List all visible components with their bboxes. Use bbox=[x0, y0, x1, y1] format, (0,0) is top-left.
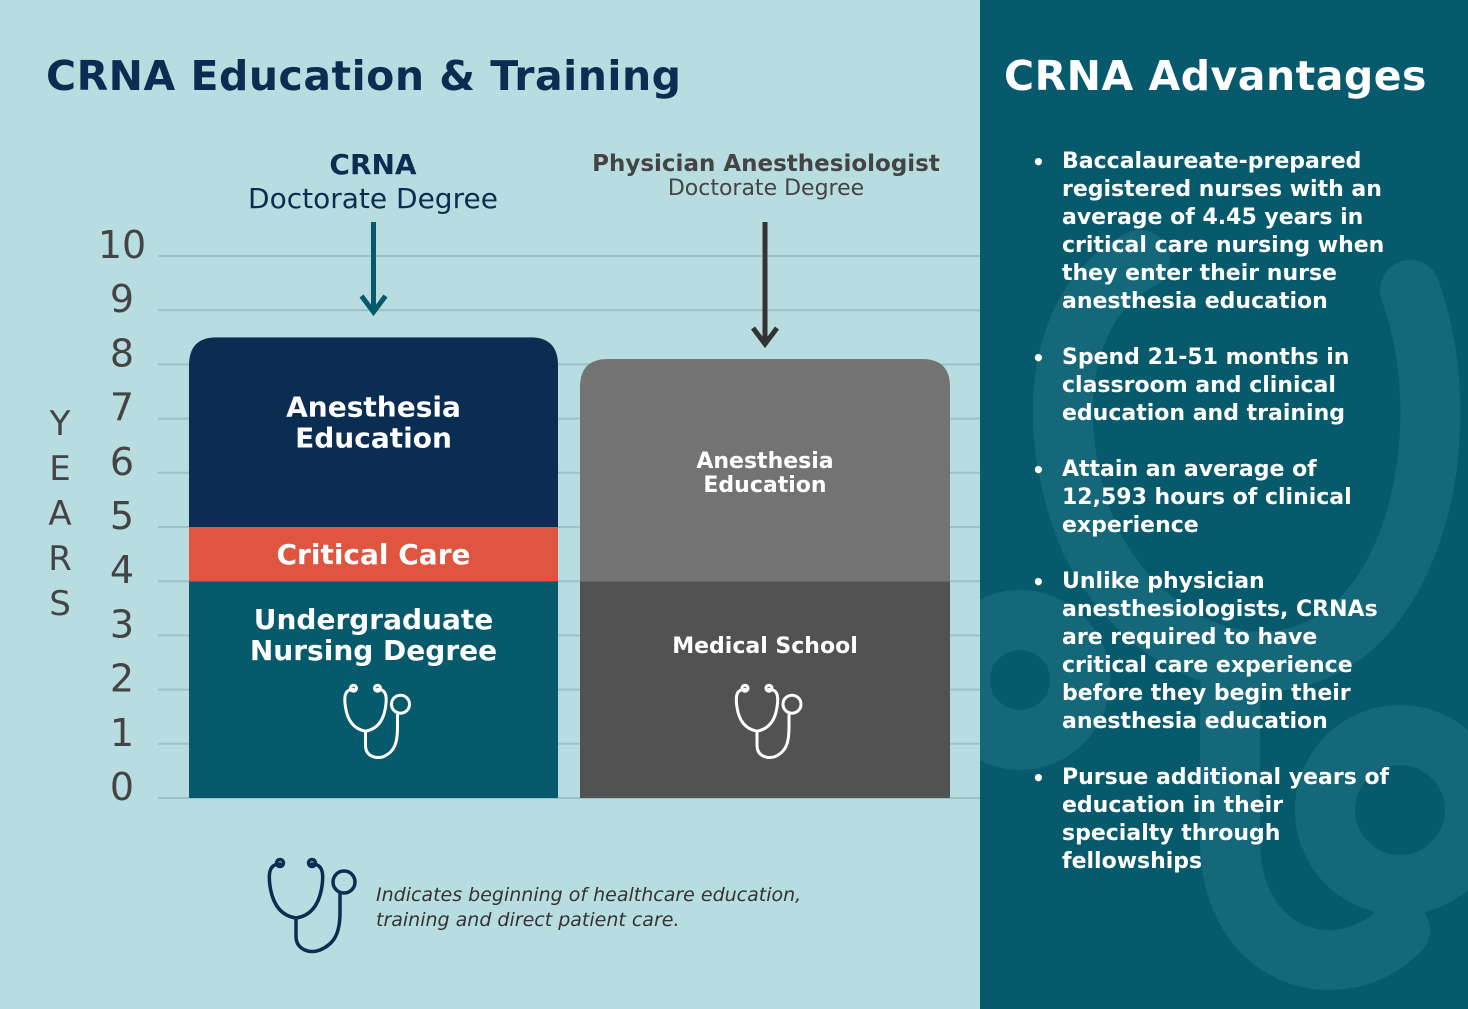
bar-1 bbox=[580, 359, 950, 798]
y-axis-letter: S bbox=[49, 584, 71, 624]
advantage-text: Pursue additional years of education in their specialty through fellowships bbox=[1062, 765, 1390, 874]
crna-header-title: CRNA bbox=[329, 148, 417, 181]
physician-header-title: Physician Anesthesiologist bbox=[592, 151, 940, 177]
y-axis-letter: A bbox=[48, 494, 72, 534]
advantages-panel bbox=[980, 0, 1468, 1009]
y-tick-label: 4 bbox=[109, 548, 135, 593]
y-tick-label: 0 bbox=[109, 765, 135, 809]
legend-text bbox=[376, 883, 856, 933]
y-tick-label: 1 bbox=[109, 710, 135, 755]
legend-line: training and direct patient care. bbox=[376, 909, 680, 931]
advantage-text: Spend 21-51 months in classroom and clinical education and training bbox=[1062, 345, 1350, 426]
advantage-text: Unlike physician anesthesiologists, CRNAs are required to have critical care experience before they begin their anesthesia education bbox=[1062, 569, 1378, 734]
y-tick-label: 3 bbox=[109, 602, 135, 647]
y-tick-label: 6 bbox=[109, 439, 135, 484]
y-tick-label: 8 bbox=[109, 331, 135, 376]
bar-segment-label: Anesthesia bbox=[286, 390, 461, 424]
physician-header-subtitle: Doctorate Degree bbox=[667, 176, 865, 201]
bar-segment-label: Education bbox=[703, 473, 827, 499]
y-tick-label: 10 bbox=[97, 223, 147, 267]
bar-segment-label: Critical Care bbox=[276, 538, 471, 572]
legend-line: Indicates beginning of healthcare education, bbox=[376, 884, 802, 906]
advantage-text: Baccalaureate-prepared registered nurses with an average of 4.45 years in critical care nursing when they enter their nurse anesthesia education bbox=[1062, 149, 1385, 314]
bar-segment-label: Nursing Degree bbox=[249, 634, 498, 668]
y-tick-label: 2 bbox=[109, 656, 135, 701]
y-axis-letter: E bbox=[49, 449, 71, 489]
y-tick-label: 7 bbox=[109, 385, 135, 430]
list-item bbox=[1032, 764, 1392, 876]
bar-segment-label: Anesthesia bbox=[696, 449, 834, 475]
bar-segment-label: Education bbox=[295, 421, 452, 455]
y-axis-letter: Y bbox=[49, 404, 71, 444]
y-axis-letter: R bbox=[48, 539, 72, 579]
list-item bbox=[1032, 148, 1392, 316]
list-item bbox=[1032, 568, 1392, 736]
bar-segment-label: Undergraduate bbox=[253, 603, 494, 637]
y-tick-label: 9 bbox=[109, 277, 135, 322]
crna-header-subtitle: Doctorate Degree bbox=[248, 182, 498, 215]
advantages-title: CRNA Advantages bbox=[1004, 52, 1427, 100]
bullet-icon: • bbox=[1032, 766, 1045, 790]
bullet-icon: • bbox=[1032, 150, 1045, 174]
advantages-list bbox=[1032, 148, 1392, 904]
bar-segment-label: Medical School bbox=[672, 634, 858, 660]
education-title: CRNA Education & Training bbox=[46, 52, 682, 100]
list-item bbox=[1032, 456, 1392, 540]
stethoscope-legend-icon bbox=[262, 850, 362, 960]
advantage-text: Attain an average of 12,593 hours of clinical experience bbox=[1062, 457, 1352, 538]
list-item bbox=[1032, 344, 1392, 428]
bullet-icon: • bbox=[1032, 346, 1045, 370]
y-tick-label: 5 bbox=[109, 494, 135, 538]
bullet-icon: • bbox=[1032, 570, 1045, 594]
bullet-icon: • bbox=[1032, 458, 1045, 482]
